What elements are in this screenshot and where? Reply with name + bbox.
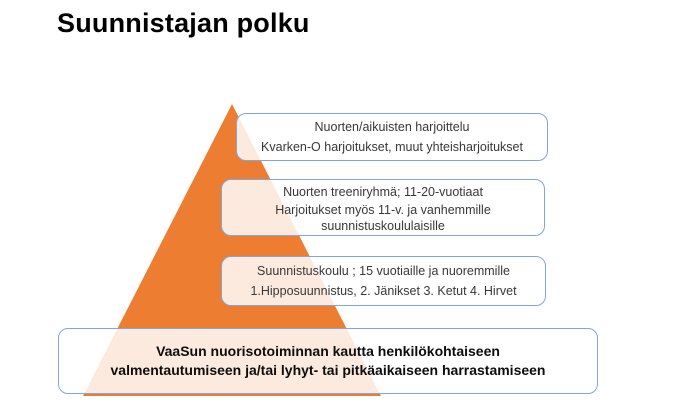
level-text-line: Kvarken-O harjoitukset, muut yhteisharjoitukset [261, 140, 523, 154]
page-title: Suunnistajan polku [57, 8, 310, 38]
base-box [58, 328, 598, 394]
level-text-line: suunnistuskoululaisille [321, 218, 445, 233]
level-text-line: Nuorten treeniryhmä; 11-20-vuotiaat [283, 184, 483, 199]
level-text-line: Harjoitukset myös 11-v. ja vanhemmille [275, 202, 491, 217]
level-box-2 [221, 179, 545, 236]
base-text-line: valmentautumiseen ja/tai lyhyt- tai pitkäaikaiseen harrastamiseen [110, 362, 546, 378]
level-box-3 [221, 256, 546, 306]
level-text-line: Suunnistuskoulu ; 15 vuotiaille ja nuoremmille [257, 264, 510, 278]
base-text-line: VaaSun nuorisotoiminnan kautta henkilökohtaiseen [156, 343, 500, 359]
level-text-line: Nuorten/aikuisten harjoittelu [314, 120, 470, 134]
level-text-line: 1.Hipposuunnistus, 2. Jänikset 3. Ketut 4. Hirvet [250, 284, 517, 298]
level-box-1 [236, 113, 548, 161]
